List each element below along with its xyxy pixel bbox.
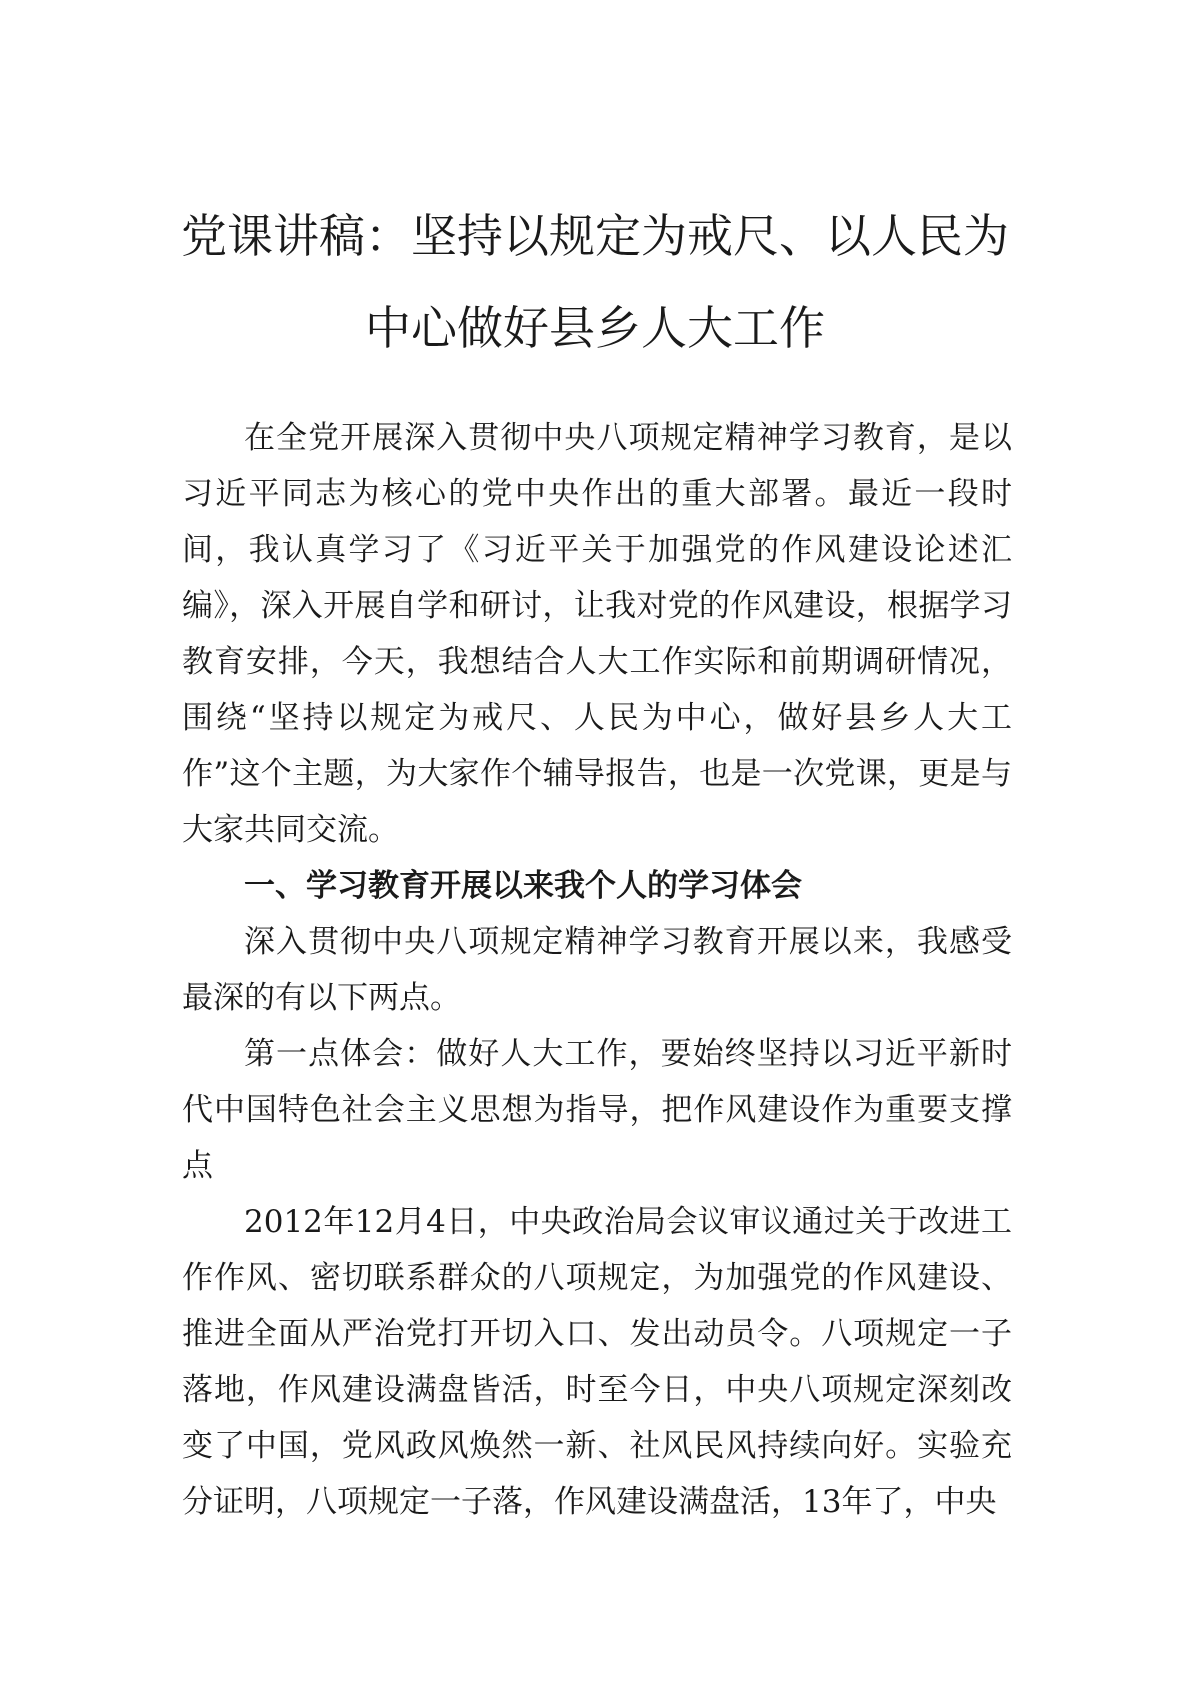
section-heading: 一、学习教育开展以来我个人的学习体会 (244, 868, 802, 904)
body-paragraph: 深入贯彻中央八项规定精神学习教育开展以来，我感受最深的有以下两点。 (182, 924, 1012, 1016)
intro-paragraph: 在全党开展深入贯彻中央八项规定精神学习教育，是以习近平同志为核心的党中央作出的重大部署。最近一段时间，我认真学习了《习近平关于加强党的作风建设论述汇编》，深入开展自学和研讨，让我对党的作风建设，根据学习教育安排，今天，我想结合人大工作实际和前期调研情况，围绕“坚持以规定为戒尺、人民为中心，做好县乡人大工作”这个主题，为大家作个辅导报告，也是一次党课，更是与大家共同交流。 (182, 420, 1012, 848)
body-paragraph: 2012年12月4日，中央政治局会议审议通过关于改进工作作风、密切联系群众的八项规定，为加强党的作风建设、推进全面从严治党打开切入口、发出动员令。八项规定一子落地，作风建设满盘皆活，时至今日，中央八项规定深刻改变了中国，党风政风焕然一新、社风民风持续向好。实验充分证明，八项规定一子落，作风建设满盘活，13年了，中央 (182, 1204, 1012, 1520)
subheading-paragraph: 第一点体会：做好人大工作，要始终坚持以习近平新时代中国特色社会主义思想为指导，把作风建设作为重要支撑点 (182, 1036, 1012, 1184)
document-title: 党课讲稿：坚持以规定为戒尺、以人民为中心做好县乡人大工作 (181, 209, 1009, 355)
document-body (182, 410, 1012, 1530)
